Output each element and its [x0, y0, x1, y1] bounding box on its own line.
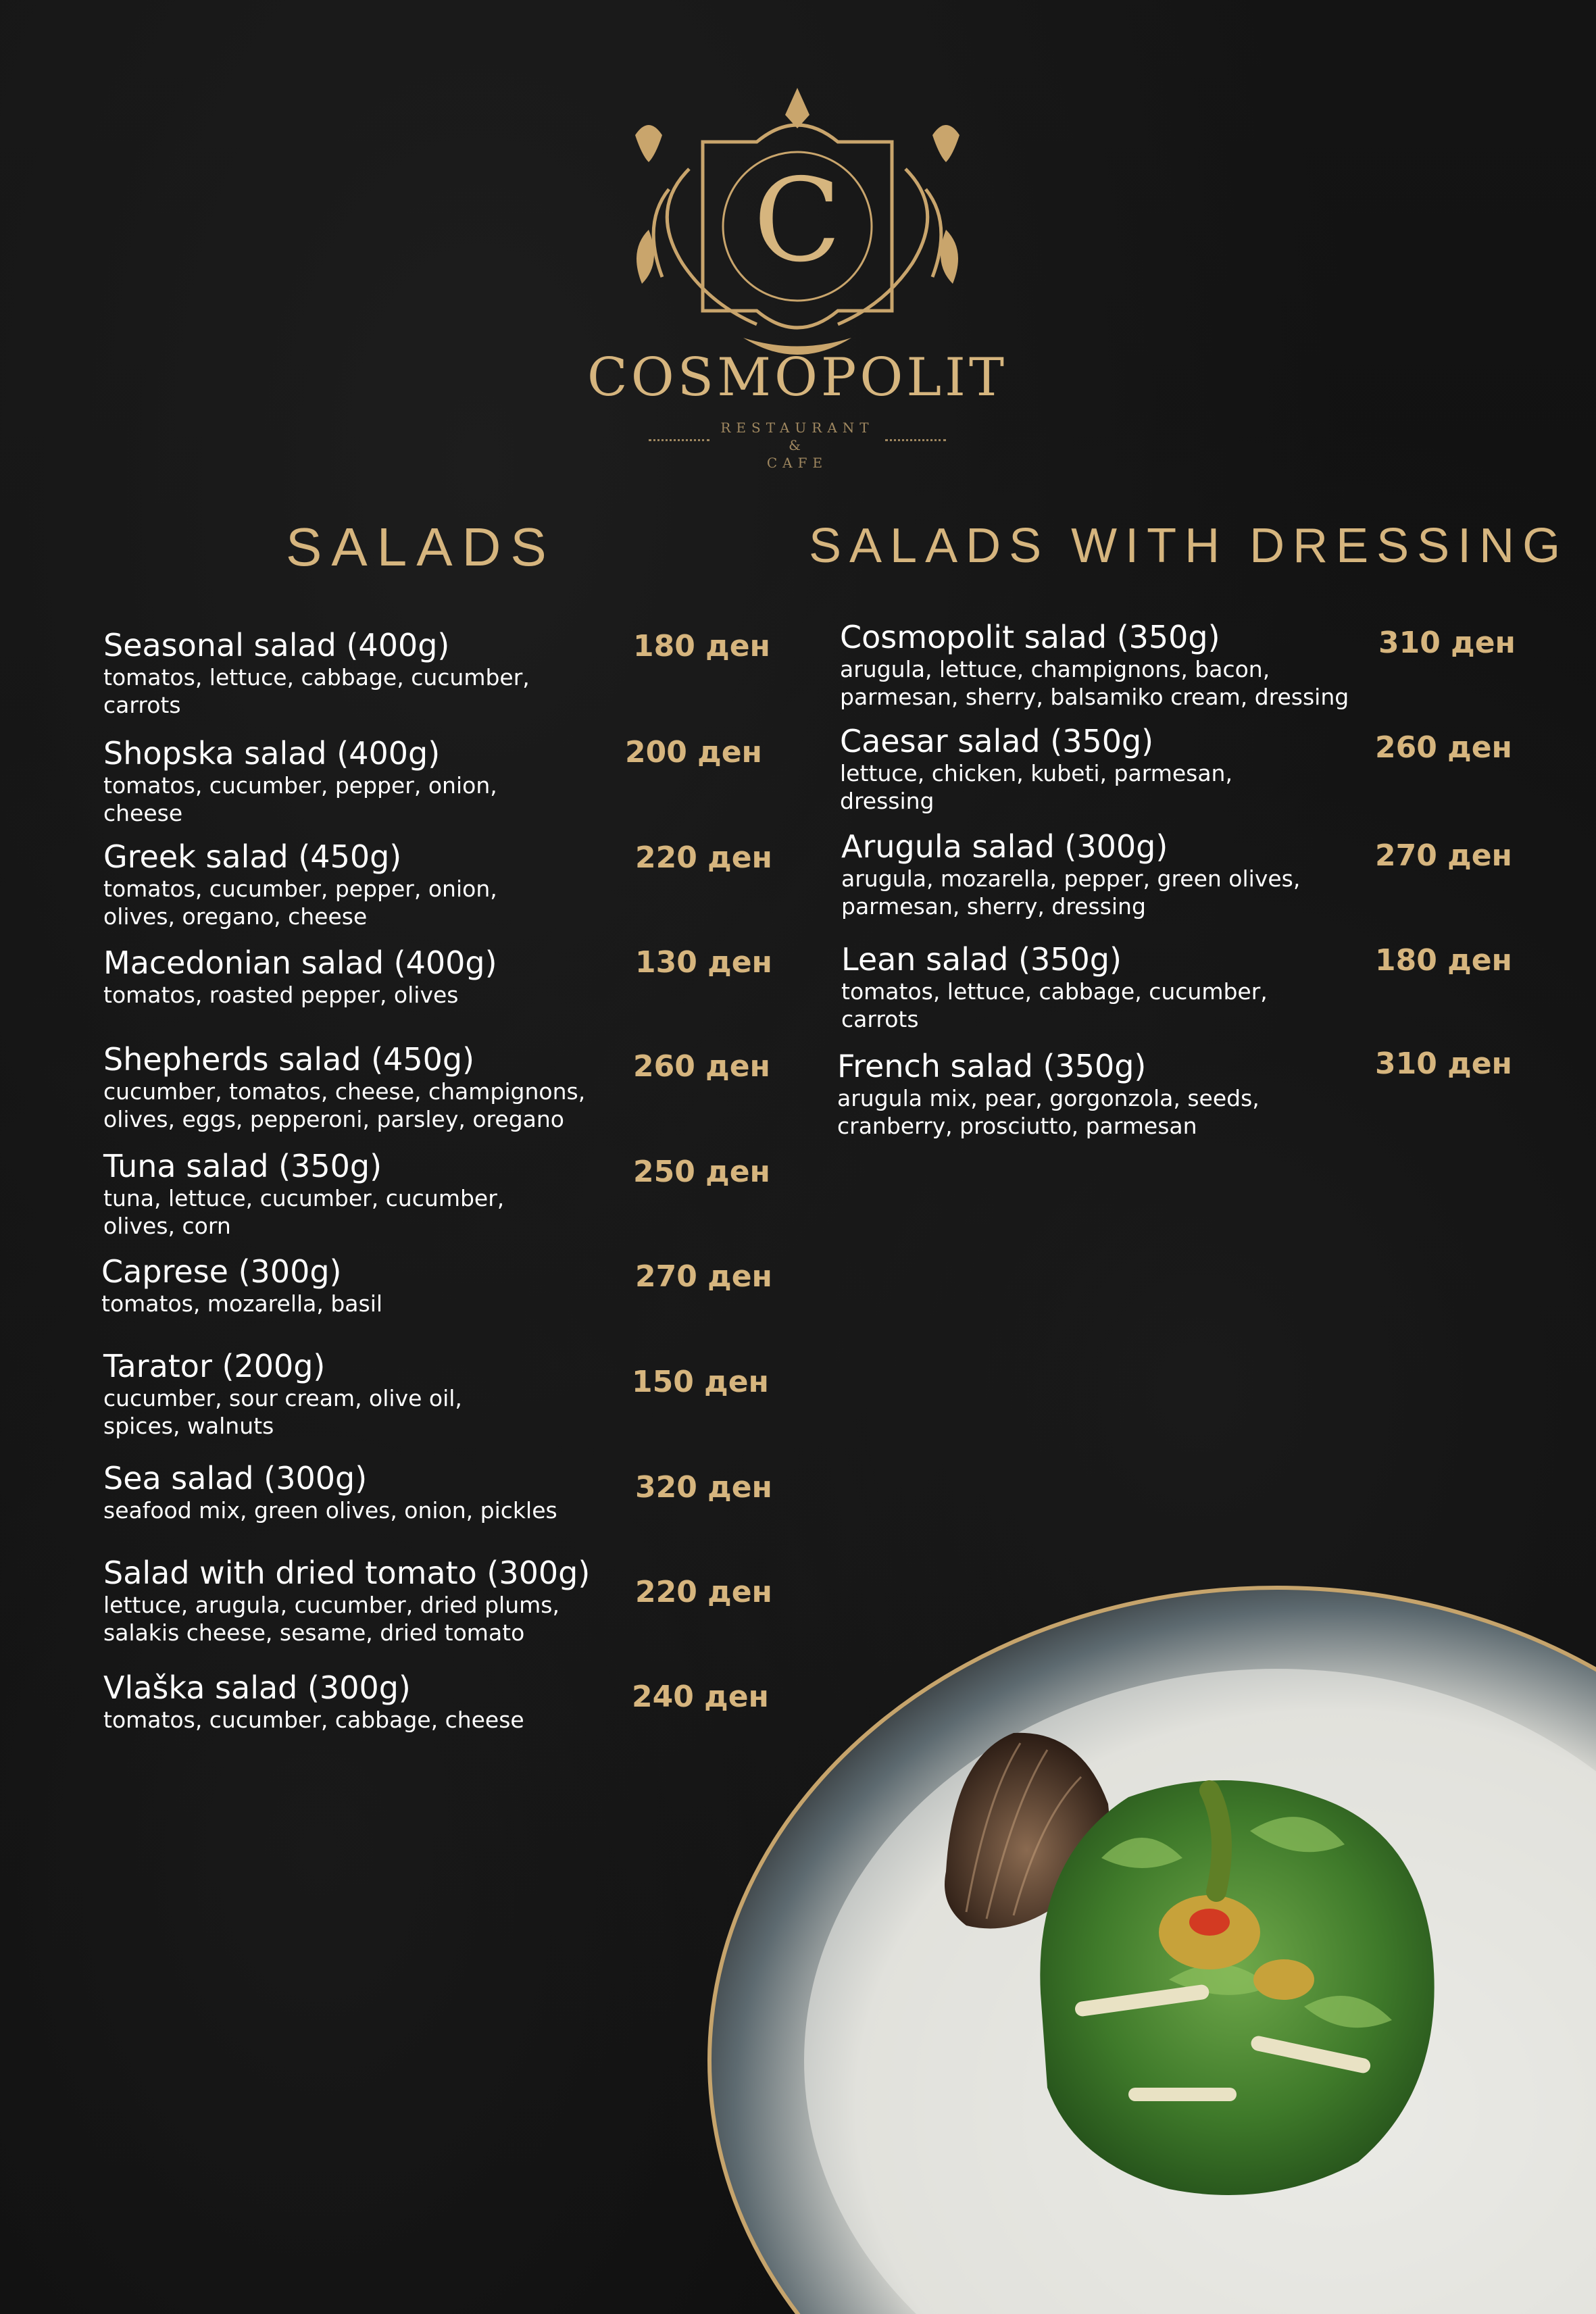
item-name: Salad with dried tomato (300g)	[103, 1555, 591, 1591]
item-price: 220 ден	[635, 1575, 772, 1609]
menu-item	[841, 942, 1268, 1033]
menu-item	[103, 840, 497, 930]
logo-crest-icon	[608, 88, 987, 372]
item-desc: tuna, lettuce, cucumber, cucumber, olives, corn	[103, 1184, 505, 1239]
item-price: 250 ден	[633, 1155, 770, 1189]
item-name: Seasonal salad (400g)	[103, 627, 450, 663]
item-price: 310 ден	[1375, 1047, 1512, 1081]
item-price: 270 ден	[635, 1259, 772, 1294]
menu-item	[837, 1049, 1260, 1140]
item-name: Caprese (300g)	[101, 1253, 342, 1290]
menu-item	[103, 1556, 590, 1646]
item-name: Arugula salad (300g)	[841, 828, 1168, 865]
menu-item	[103, 1042, 585, 1133]
item-desc: tomatos, cucumber, cabbage, cheese	[103, 1706, 524, 1733]
item-price: 240 ден	[632, 1680, 769, 1714]
item-price: 180 ден	[633, 629, 770, 663]
menu-item	[103, 736, 497, 827]
item-desc: cucumber, tomatos, cheese, champignons, olives, eggs, pepperoni, parsley, oregano	[103, 1078, 586, 1132]
item-name: Cosmopolit salad (350g)	[840, 619, 1220, 655]
item-name: Sea salad (300g)	[103, 1460, 368, 1496]
item-price: 220 ден	[635, 840, 772, 875]
item-price: 150 ден	[632, 1365, 769, 1399]
section-title-salads-with-dressing: SALADS WITH DRESSING	[809, 519, 1569, 573]
section-title-salads: SALADS	[286, 517, 556, 577]
menu-item	[103, 1349, 462, 1440]
item-name: French salad (350g)	[837, 1048, 1147, 1084]
item-name: Shepherds salad (450g)	[103, 1041, 475, 1078]
menu-item	[841, 830, 1300, 920]
item-desc: tomatos, mozarella, basil	[101, 1290, 383, 1317]
menu-item	[103, 946, 497, 1009]
item-desc: tomatos, lettuce, cabbage, cucumber, carrots	[103, 663, 530, 718]
item-desc: arugula, lettuce, champignons, bacon, parmesan, sherry, balsamiko cream, dressing	[840, 655, 1349, 710]
menu-item	[103, 1149, 504, 1240]
item-name: Shopska salad (400g)	[103, 735, 441, 772]
brand-subtitle	[649, 419, 946, 472]
item-name: Vlaška salad (300g)	[103, 1669, 411, 1706]
item-price: 130 ден	[635, 945, 772, 980]
item-name: Caesar salad (350g)	[840, 723, 1154, 759]
item-price: 270 ден	[1375, 838, 1512, 873]
menu-item	[103, 1461, 557, 1524]
item-price: 310 ден	[1378, 626, 1516, 660]
item-desc: tomatos, roasted pepper, olives	[103, 981, 459, 1008]
item-name: Tarator (200g)	[103, 1348, 326, 1384]
item-price: 260 ден	[633, 1049, 770, 1084]
item-desc: arugula, mozarella, pepper, green olives, parmesan, sherry, dressing	[841, 865, 1301, 920]
brand-sub-line3: CAFE	[766, 455, 828, 471]
brand-name: COSMOPOLIT	[587, 347, 1007, 408]
brand-sub-line1: RESTAURANT	[720, 420, 874, 436]
menu-item	[103, 628, 530, 719]
item-desc: cucumber, sour cream, olive oil, spices, walnuts	[103, 1384, 462, 1439]
salad-plate-photo	[696, 1574, 1596, 2314]
menu-item	[840, 724, 1232, 815]
item-desc: arugula mix, pear, gorgonzola, seeds, cranberry, prosciutto, parmesan	[837, 1084, 1260, 1139]
item-desc: tomatos, cucumber, pepper, onion, olives, oregano, cheese	[103, 875, 497, 930]
item-desc: seafood mix, green olives, onion, pickles	[103, 1496, 557, 1524]
item-name: Greek salad (450g)	[103, 838, 402, 875]
item-name: Tuna salad (350g)	[103, 1148, 382, 1184]
brand-sub-line2: &	[789, 437, 806, 453]
item-price: 180 ден	[1375, 943, 1512, 978]
item-desc: lettuce, arugula, cucumber, dried plums, salakis cheese, sesame, dried tomato	[103, 1591, 559, 1646]
item-name: Macedonian salad (400g)	[103, 945, 497, 981]
item-price: 320 ден	[635, 1470, 772, 1505]
item-price: 260 ден	[1375, 730, 1512, 765]
menu-item	[103, 1671, 524, 1734]
item-desc: lettuce, chicken, kubeti, parmesan, dressing	[840, 759, 1232, 814]
item-name: Lean salad (350g)	[841, 941, 1122, 978]
item-price: 200 ден	[625, 735, 762, 770]
menu-item	[840, 620, 1349, 711]
item-desc: tomatos, lettuce, cabbage, cucumber, carrots	[841, 978, 1268, 1032]
menu-item	[101, 1255, 382, 1317]
item-desc: tomatos, cucumber, pepper, onion, cheese	[103, 772, 497, 826]
logo-monogram: C	[753, 154, 842, 288]
